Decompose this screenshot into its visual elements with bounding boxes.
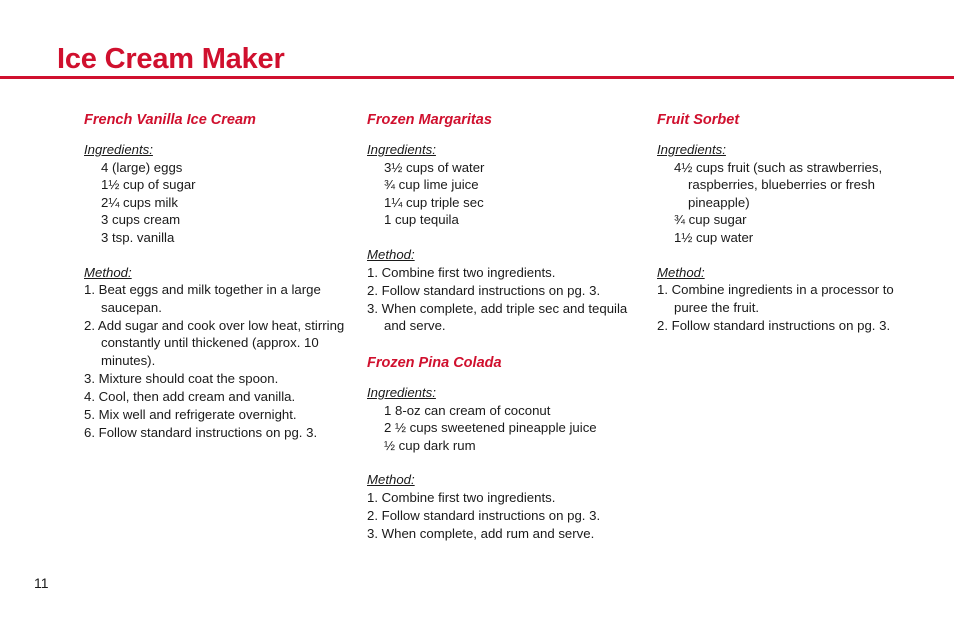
ingredients-list xyxy=(367,402,637,455)
ingredient-item: 2¼ cups milk xyxy=(101,194,178,210)
ingredient-item: 1 cup tequila xyxy=(384,212,459,228)
ingredient-item: 1½ cup water xyxy=(674,229,754,245)
method-step: 2. Follow standard instructions on pg. 3. xyxy=(657,317,891,333)
ingredient-item: ¾ cup lime juice xyxy=(384,177,479,193)
ingredient-item: 1½ cup of sugar xyxy=(101,177,196,193)
ingredient-item: ½ cup dark rum xyxy=(384,437,476,453)
ingredient-item: 1 8-oz can cream of coconut xyxy=(384,402,551,418)
method-step: 3. When complete, add triple sec and tequila and serve. xyxy=(367,300,628,334)
method-label: Method: xyxy=(84,264,132,280)
ingredient-item: ¾ cup sugar xyxy=(674,212,747,228)
title-divider xyxy=(0,76,954,79)
method-step: 2. Follow standard instructions on pg. 3. xyxy=(367,282,601,298)
recipe-title: Frozen Margaritas xyxy=(367,112,492,128)
recipe-french-vanilla xyxy=(84,111,354,443)
ingredient-item: 1¼ cup triple sec xyxy=(384,194,484,210)
method-step: 1. Beat eggs and milk together in a large saucepan. xyxy=(84,282,321,315)
method-step: 6. Follow standard instructions on pg. 3. xyxy=(84,425,318,441)
ingredients-label: Ingredients: xyxy=(657,142,726,157)
method-list xyxy=(367,489,637,543)
recipe-frozen-margaritas xyxy=(367,111,637,335)
ingredients-list xyxy=(657,159,927,247)
method-list xyxy=(657,281,927,334)
method-list xyxy=(84,281,354,442)
method-step: 2. Add sugar and cook over low heat, stirring constantly until thickened (approx. 10 minutes). xyxy=(84,317,345,369)
ingredient-item: 4 (large) eggs xyxy=(101,159,183,175)
method-label: Method: xyxy=(367,472,415,488)
ingredients-label: Ingredients: xyxy=(367,385,436,400)
method-step: 3. Mixture should coat the spoon. xyxy=(84,371,279,387)
method-step: 1. Combine first two ingredients. xyxy=(367,489,556,505)
method-step: 4. Cool, then add cream and vanilla. xyxy=(84,389,296,405)
ingredients-label: Ingredients: xyxy=(84,142,153,157)
ingredient-item: 3 cups cream xyxy=(101,212,181,228)
method-step: 2. Follow standard instructions on pg. 3. xyxy=(367,508,601,524)
ingredient-item: 3 tsp. vanilla xyxy=(101,229,175,245)
method-step: 5. Mix well and refrigerate overnight. xyxy=(84,407,297,423)
ingredients-list xyxy=(367,159,637,229)
page-title: Ice Cream Maker xyxy=(57,43,285,75)
method-step: 1. Combine ingredients in a processor to puree the fruit. xyxy=(657,282,894,315)
page-number: 11 xyxy=(34,575,49,591)
method-label: Method: xyxy=(657,264,705,280)
recipe-frozen-pina-colada xyxy=(367,354,637,543)
recipe-title: French Vanilla Ice Cream xyxy=(84,112,256,128)
ingredient-item: 2 ½ cups sweetened pineapple juice xyxy=(384,420,597,436)
method-step: 1. Combine first two ingredients. xyxy=(367,264,556,280)
recipe-title: Frozen Pina Colada xyxy=(367,355,502,371)
method-list xyxy=(367,264,637,335)
ingredient-item: 3½ cups of water xyxy=(384,159,485,175)
ingredients-label: Ingredients: xyxy=(367,142,436,157)
recipe-title: Fruit Sorbet xyxy=(657,112,740,128)
recipe-fruit-sorbet xyxy=(657,111,927,335)
method-label: Method: xyxy=(367,246,415,262)
ingredients-list xyxy=(84,159,354,247)
method-step: 3. When complete, add rum and serve. xyxy=(367,526,595,542)
ingredient-item: 4½ cups fruit (such as strawberries, raspberries, blueberries or fresh pineapple) xyxy=(674,159,883,210)
